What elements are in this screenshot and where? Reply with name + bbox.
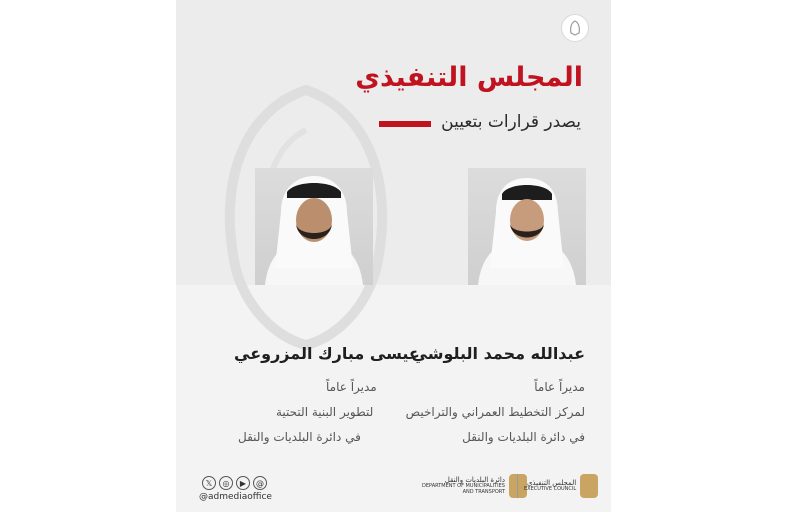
portrait-photo (468, 168, 586, 285)
instagram-icon[interactable]: ◎ (219, 476, 233, 490)
appointee-department: لمركز التخطيط العمراني والتراخيص (405, 405, 585, 419)
council-name-ar: المجلس التنفيذي (526, 479, 577, 487)
logo-divider (517, 474, 518, 498)
council-name-en: EXECUTIVE COUNCIL (524, 486, 577, 492)
appointee-name: عبدالله محمد البلوشي (411, 344, 585, 363)
appointee-entity: في دائرة البلديات والنقل (462, 430, 585, 444)
social-icons (202, 476, 267, 490)
accent-bar (379, 121, 431, 127)
appointee-position: مديراً عاماً (534, 380, 585, 394)
page-subtitle: يصدر قرارات بتعيين (441, 112, 581, 132)
youtube-icon[interactable]: ▶ (236, 476, 250, 490)
social-handle[interactable]: @admediaoffice (199, 492, 272, 502)
portrait-photo (255, 168, 373, 285)
page-title: المجلس التنفيذي (355, 62, 583, 93)
executive-council-footer-logo (524, 474, 598, 498)
x-icon[interactable]: 𝕏 (202, 476, 216, 490)
dmt-logo (422, 474, 527, 498)
appointee-position: مديراً عاماً (326, 380, 377, 394)
threads-icon[interactable]: @ (253, 476, 267, 490)
announcement-card (176, 0, 611, 512)
dmt-name-ar: دائرة البلديات والنقل (444, 476, 505, 484)
dmt-name-en-2: AND TRANSPORT (462, 489, 505, 495)
appointee-entity: في دائرة البلديات والنقل (238, 430, 361, 444)
appointee-department: لتطوير البنية التحتية (276, 405, 374, 419)
dmt-name-en-1: DEPARTMENT OF MUNICIPALITIES (422, 483, 505, 489)
executive-council-logo-icon (561, 14, 589, 42)
appointee-name: عيسى مبارك المزروعي (234, 344, 420, 363)
abu-dhabi-emblem-icon (580, 474, 598, 498)
